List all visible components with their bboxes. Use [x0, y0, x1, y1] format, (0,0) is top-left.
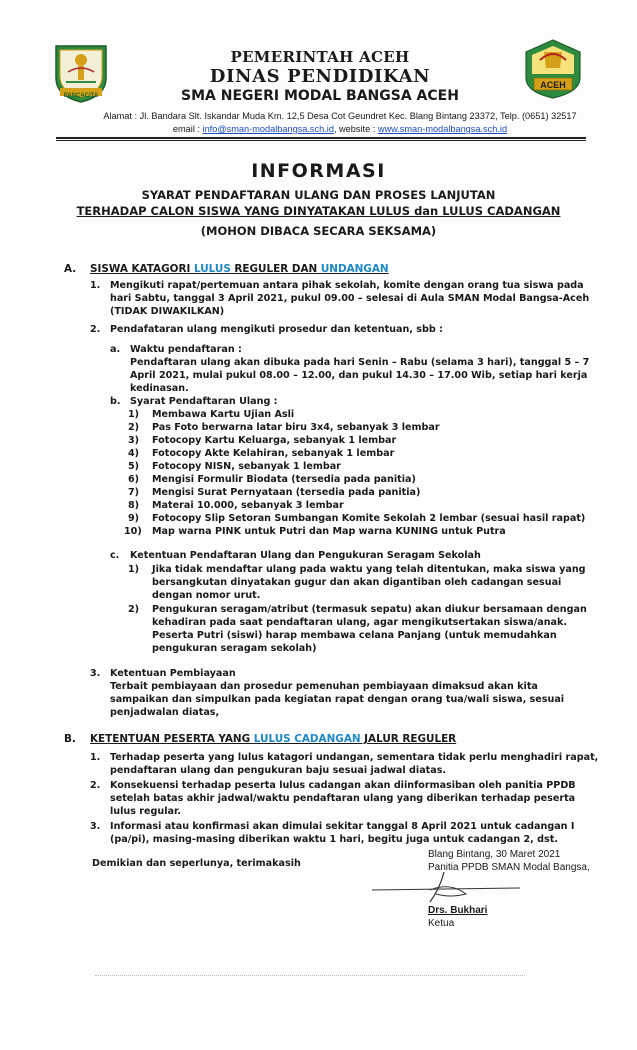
subtitle-notice: (MOHON DIBACA SECARA SEKSAMA)	[200, 224, 437, 238]
section-b-marker: B.	[64, 733, 76, 745]
a3-line1: Terbait pembiayaan dan prosedur pemenuhan pembiayaan dimaksud akan kita	[110, 681, 538, 692]
a2a-marker: a.	[110, 344, 121, 355]
req-text: Fotocopy Akte Kelahiran, sebanyak 1 lembar	[152, 448, 395, 459]
section-a-heading-part3: REGULER DAN	[230, 263, 321, 275]
email-link[interactable]: info@sman-modalbangsa.sch.id	[202, 124, 334, 134]
b2-line1: Konsekuensi terhadap peserta lulus cadangan akan diinformasiban oleh panitia PPDB	[110, 780, 576, 791]
section-a-heading-lulus: LULUS	[193, 263, 231, 275]
a2c2-line3: Peserta Putri (siswi) harap membawa celana Panjang (untuk memudahkan	[152, 630, 557, 641]
section-a-heading-undangan: UNDANGAN	[320, 263, 389, 275]
signature-place-date: Blang Bintang, 30 Maret 2021	[428, 849, 561, 860]
a2a-line3: kedinasan.	[130, 383, 189, 394]
signature-mark-icon	[370, 868, 580, 908]
a2-text: Pendafataran ulang mengikuti prosedur dan ketentuan, sbb :	[110, 324, 443, 335]
section-b-heading-cadangan: LULUS CADANGAN	[253, 733, 361, 745]
signature-role: Ketua	[428, 918, 455, 929]
b3-number: 3.	[90, 821, 101, 832]
req-number: 9)	[128, 513, 140, 524]
website-link[interactable]: www.sman-modalbangsa.sch.id	[377, 124, 508, 134]
header-address: Alamat : Jl. Bandara Slt. Iskandar Muda Km. 12,5 Desa Cot Geundret Kec. Blang Bintang 23372, Telp. (0651) 32517	[103, 111, 577, 121]
section-b-heading	[90, 733, 456, 745]
signature-committee: Panitia PPDB SMAN Modal Bangsa,	[428, 862, 590, 873]
signature-name: Drs. Bukhari	[428, 905, 488, 916]
section-a-heading-part1: SISWA KATAGORI	[90, 263, 194, 275]
req-text: Mengisi Formulir Biodata (tersedia pada panitia)	[152, 474, 416, 485]
b3-line2: (pa/pi), masing-masing diberikan waktu 1 hari, begitu juga untuk cadangan 2, dst.	[110, 834, 558, 845]
b1-line2: pendaftaran ulang dan pengukuran baju sesuai jadwal diatas.	[110, 765, 447, 776]
req-number: 7)	[128, 487, 140, 498]
req-number: 3)	[128, 435, 140, 446]
req-text: Fotocopy NISN, sebanyak 1 lembar	[152, 461, 341, 472]
req-number: 8)	[128, 500, 140, 511]
a3-label: Ketentuan Pembiayaan	[110, 668, 236, 679]
a2a-label: Waktu pendaftaran :	[130, 344, 242, 355]
req-number: 5)	[128, 461, 140, 472]
a2c-label: Ketentuan Pendaftaran Ulang dan Pengukuran Seragam Sekolah	[130, 550, 481, 561]
a2c1-line3: dengan nomor urut.	[152, 590, 261, 601]
website-label: , website :	[333, 124, 378, 134]
a2c1-number: 1)	[128, 564, 140, 575]
a2b-label: Syarat Pendaftaran Ulang :	[130, 396, 278, 407]
document-title: INFORMASI	[251, 160, 386, 182]
section-a-heading	[90, 263, 389, 275]
a3-line2: sampaikan dan simpulkan pada kegiatan rapat dengan orang tua/wali siswa, sesuai	[110, 694, 565, 705]
a2c-marker: c.	[110, 550, 120, 561]
a1-line3: (TIDAK DIWAKILKAN)	[110, 306, 225, 317]
a2c2-number: 2)	[128, 604, 140, 615]
aceh-emblem-icon	[522, 38, 584, 100]
subtitle-candidates: TERHADAP CALON SISWA YANG DINYATAKAN LULUS dan LULUS CADANGAN	[76, 204, 561, 218]
header-rule-thin	[56, 140, 586, 141]
a2c1-line2: bersangkutan dinyatakan gugur dan akan digantiban oleh cadangan sesuai	[152, 577, 562, 588]
a2c1-line1: Jika tidak mendaftar ulang pada waktu yang telah ditentukan, maka siswa yang	[152, 564, 586, 575]
header-government: PEMERINTAH ACEH	[230, 48, 410, 66]
left-logo-text: PANCACITA	[63, 93, 99, 99]
req-text: Materai 10.000, sebanyak 3 lembar	[152, 500, 344, 511]
a2-number: 2.	[90, 324, 101, 335]
header-contact	[60, 124, 620, 134]
b2-line3: lulus regular.	[110, 806, 181, 817]
req-number: 10)	[124, 526, 142, 537]
a3-line3: penjadwalan diatas,	[110, 707, 220, 718]
b3-line1: Informasi atau konfirmasi akan dimulai sekitar tanggal 8 April 2021 untuk cadangan I	[110, 821, 575, 832]
req-text: Fotocopy Slip Setoran Sumbangan Komite Sekolah 2 lembar (sesuai hasil rapat)	[152, 513, 586, 524]
req-text: Pas Foto berwarna latar biru 3x4, sebanyak 3 lembar	[152, 422, 440, 433]
b2-number: 2.	[90, 780, 101, 791]
subtitle-requirements: SYARAT PENDAFTARAN ULANG DAN PROSES LANJUTAN	[141, 188, 496, 202]
scan-artifact-line	[95, 975, 525, 977]
req-number: 6)	[128, 474, 140, 485]
req-text: Map warna PINK untuk Putri dan Map warna KUNING untuk Putra	[152, 526, 506, 537]
req-text: Membawa Kartu Ujian Asli	[152, 409, 295, 420]
a2c2-line2: kehadiran pada saat pendaftaran ulang, agar mengikutsertakan siswa/anak.	[152, 617, 568, 628]
section-b-heading-part1: KETENTUAN PESERTA YANG	[90, 733, 254, 745]
closing-text: Demikian dan seperlunya, terimakasih	[92, 858, 301, 869]
header-rule-thick	[56, 137, 586, 139]
a2a-line2: April 2021, mulai pukul 08.00 – 12.00, dan pukul 14.30 – 17.00 Wib, setiap hari kerja	[130, 370, 588, 381]
b2-line2: setelah batas akhir jadwal/waktu pendaftaran ulang yang diberikan terhadap peserta	[110, 793, 576, 804]
req-text: Fotocopy Kartu Keluarga, sebanyak 1 lembar	[152, 435, 397, 446]
a2b-marker: b.	[110, 396, 121, 407]
a2c2-line4: pengukuran seragam sekolah)	[152, 643, 317, 654]
section-b-heading-part3: JALUR REGULER	[360, 733, 457, 745]
right-logo-text: ACEH	[540, 80, 566, 90]
a2c2-line1: Pengukuran seragam/atribut (termasuk sepatu) akan diukur bersamaan dengan	[152, 604, 587, 615]
a1-line2: hari Sabtu, tanggal 3 April 2021, pukul 09.00 – selesai di Aula SMAN Modal Bangsa-Aceh	[110, 293, 590, 304]
b1-line1: Terhadap peserta yang lulus katagori undangan, sementara tidak perlu menghadiri rapat,	[110, 752, 599, 763]
header-school: SMA NEGERI MODAL BANGSA ACEH	[181, 88, 459, 104]
req-number: 2)	[128, 422, 140, 433]
a3-number: 3.	[90, 668, 101, 679]
a1-number: 1.	[90, 280, 101, 291]
b1-number: 1.	[90, 752, 101, 763]
header-department: DINAS PENDIDIKAN	[209, 66, 431, 87]
email-label: email :	[172, 124, 203, 134]
a2a-line1: Pendaftaran ulang akan dibuka pada hari Senin – Rabu (selama 3 hari), tanggal 5 – 7	[130, 357, 590, 368]
section-a-marker: A.	[64, 263, 77, 275]
a1-line1: Mengikuti rapat/pertemuan antara pihak sekolah, komite dengan orang tua siswa pada	[110, 280, 584, 291]
req-number: 4)	[128, 448, 140, 459]
req-number: 1)	[128, 409, 140, 420]
req-text: Mengisi Surat Pernyataan (tersedia pada panitia)	[152, 487, 421, 498]
